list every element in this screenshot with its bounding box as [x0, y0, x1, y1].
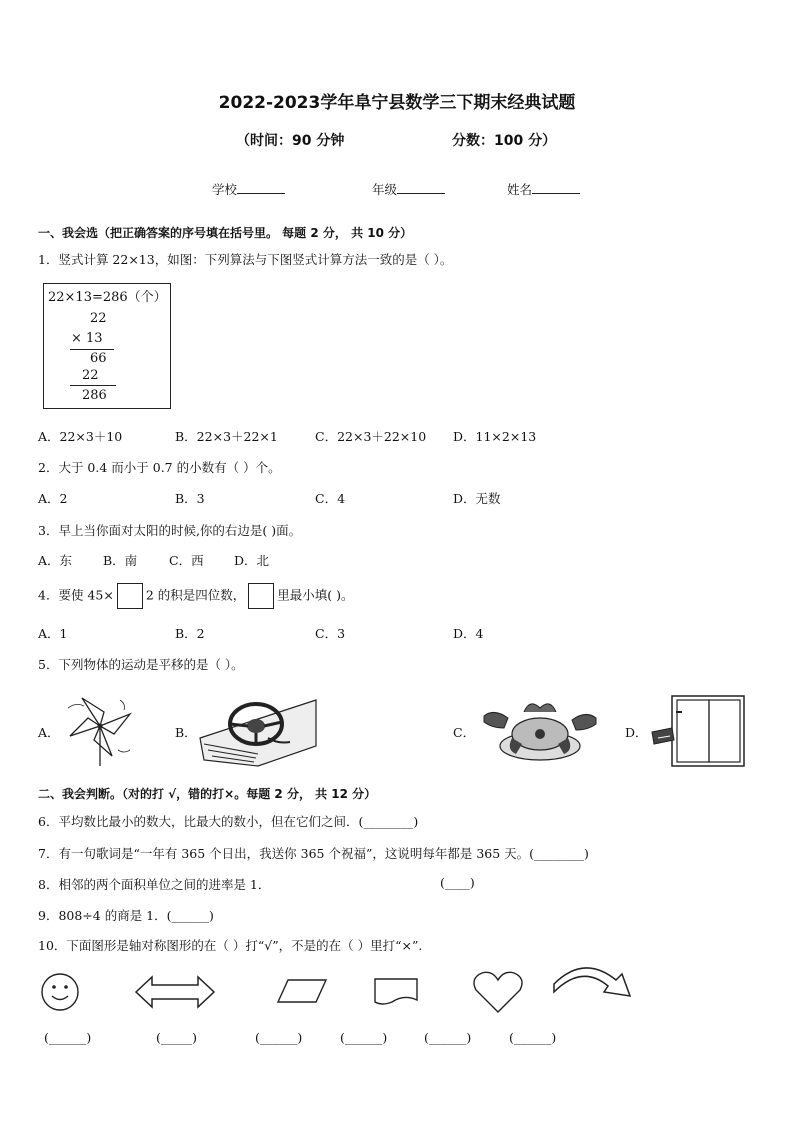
- q4-text-c: 里最小填( )。: [277, 587, 354, 603]
- q3-option-b[interactable]: B．南: [103, 553, 138, 568]
- q1-option-d[interactable]: D．11×2×13: [453, 429, 537, 444]
- vertical-calculation-box: [43, 283, 171, 409]
- q10-blank-1[interactable]: (______): [44, 1030, 92, 1045]
- q2-option-c[interactable]: C．4: [315, 491, 346, 506]
- q1-option-c[interactable]: C．22×3＋22×10: [315, 429, 427, 444]
- q4-blank-box-2[interactable]: [248, 583, 274, 609]
- q2-option-d[interactable]: D．无数: [453, 491, 501, 506]
- q2-option-b[interactable]: B．3: [175, 491, 205, 506]
- flag-shape-icon: [372, 976, 420, 1006]
- q5-option-a[interactable]: A．: [38, 725, 60, 740]
- double-arrow-icon: [134, 974, 216, 1010]
- question-6: 6．平均数比最小的数大，比最大的数小，但在它们之间．(________): [38, 814, 419, 829]
- q5-option-c[interactable]: C．: [453, 725, 476, 740]
- steering-wheel-icon: [198, 694, 316, 766]
- question-9: 9．808÷4 的商是 1．(______): [38, 908, 214, 923]
- pinwheel-icon: [60, 690, 140, 768]
- name-label: 姓名: [507, 182, 533, 197]
- question-8: 8．相邻的两个面积单位之间的进率是 1．: [38, 877, 271, 892]
- exam-score: 分数：100 分）: [452, 133, 557, 149]
- vertical-line-2: [70, 385, 116, 386]
- question-7: 7．有一句歌词是“一年有 365 个日出，我送你 365 个祝福”，这说明每年都是 365 天。(________): [38, 846, 589, 861]
- q10-blank-5[interactable]: (______): [424, 1030, 472, 1045]
- q4-option-b[interactable]: B．2: [175, 626, 205, 641]
- question-2: 2．大于 0.4 而小于 0.7 的小数有（ ）个。: [38, 460, 281, 475]
- q1-option-a[interactable]: A．22×3＋10: [38, 429, 123, 444]
- q5-option-b[interactable]: B．: [175, 725, 197, 740]
- vertical-multiplier: × 13: [71, 331, 103, 346]
- q4-text-a: 4．要使 45×: [38, 587, 114, 603]
- smiley-face-icon: [40, 972, 82, 1012]
- vertical-head: 22×13=286（个）: [48, 290, 167, 305]
- grade-field: [372, 180, 445, 198]
- q4-text-b: 2 的积是四位数，: [145, 587, 246, 603]
- page-title: 2022-2023学年阜宁县数学三下期末经典试题: [218, 93, 576, 113]
- q8-answer-blank[interactable]: (____): [440, 875, 475, 890]
- question-4: [38, 583, 353, 609]
- q10-blank-4[interactable]: (______): [340, 1030, 388, 1045]
- q4-option-d[interactable]: D．4: [453, 626, 484, 641]
- vertical-partial-2: 22: [82, 368, 99, 383]
- school-field: [212, 180, 285, 198]
- question-3: 3．早上当你面对太阳的时候,你的右边是( )面。: [38, 523, 302, 538]
- q3-option-a[interactable]: A．东: [38, 553, 73, 568]
- question-10: 10．下面图形是轴对称图形的在（ ）打“√”，不是的在（ ）里打“×”.: [38, 938, 423, 953]
- q10-blank-3[interactable]: (______): [255, 1030, 303, 1045]
- name-field: [507, 180, 580, 198]
- q4-option-c[interactable]: C．3: [315, 626, 346, 641]
- q3-option-d[interactable]: D．北: [234, 553, 270, 568]
- grade-label: 年级: [372, 182, 398, 197]
- q4-option-a[interactable]: A．1: [38, 626, 68, 641]
- sliding-window-icon: [650, 690, 750, 768]
- rotating-toy-icon: [478, 694, 602, 766]
- q10-blank-2[interactable]: (_____): [156, 1030, 198, 1045]
- heart-icon: [472, 970, 524, 1014]
- q4-blank-box-1[interactable]: [117, 583, 143, 609]
- exam-time: （时间：90 分钟: [236, 133, 345, 149]
- parallelogram-icon: [276, 978, 328, 1004]
- vertical-result: 286: [82, 388, 107, 403]
- vertical-line-1: [70, 349, 114, 350]
- vertical-top: 22: [90, 311, 107, 326]
- q3-option-c[interactable]: C．西: [169, 553, 204, 568]
- question-5: 5．下列物体的运动是平移的是（ ）。: [38, 657, 244, 672]
- q1-option-b[interactable]: B．22×3＋22×1: [175, 429, 278, 444]
- school-label: 学校: [212, 182, 238, 197]
- curved-arrow-icon: [552, 970, 634, 1014]
- question-1: 1．竖式计算 22×13，如图：下列算法与下图竖式计算方法一致的是（ ）。: [38, 252, 453, 267]
- section-2-heading: 二、我会判断。（对的打 √，错的打×。每题 2 分， 共 12 分）: [38, 787, 377, 801]
- q5-option-d[interactable]: D．: [625, 725, 648, 740]
- q10-blank-6[interactable]: (______): [509, 1030, 557, 1045]
- section-1-heading: 一、我会选（把正确答案的序号填在括号里。 每题 2 分， 共 10 分）: [38, 226, 413, 240]
- q2-option-a[interactable]: A．2: [38, 491, 68, 506]
- vertical-partial-1: 66: [90, 351, 107, 366]
